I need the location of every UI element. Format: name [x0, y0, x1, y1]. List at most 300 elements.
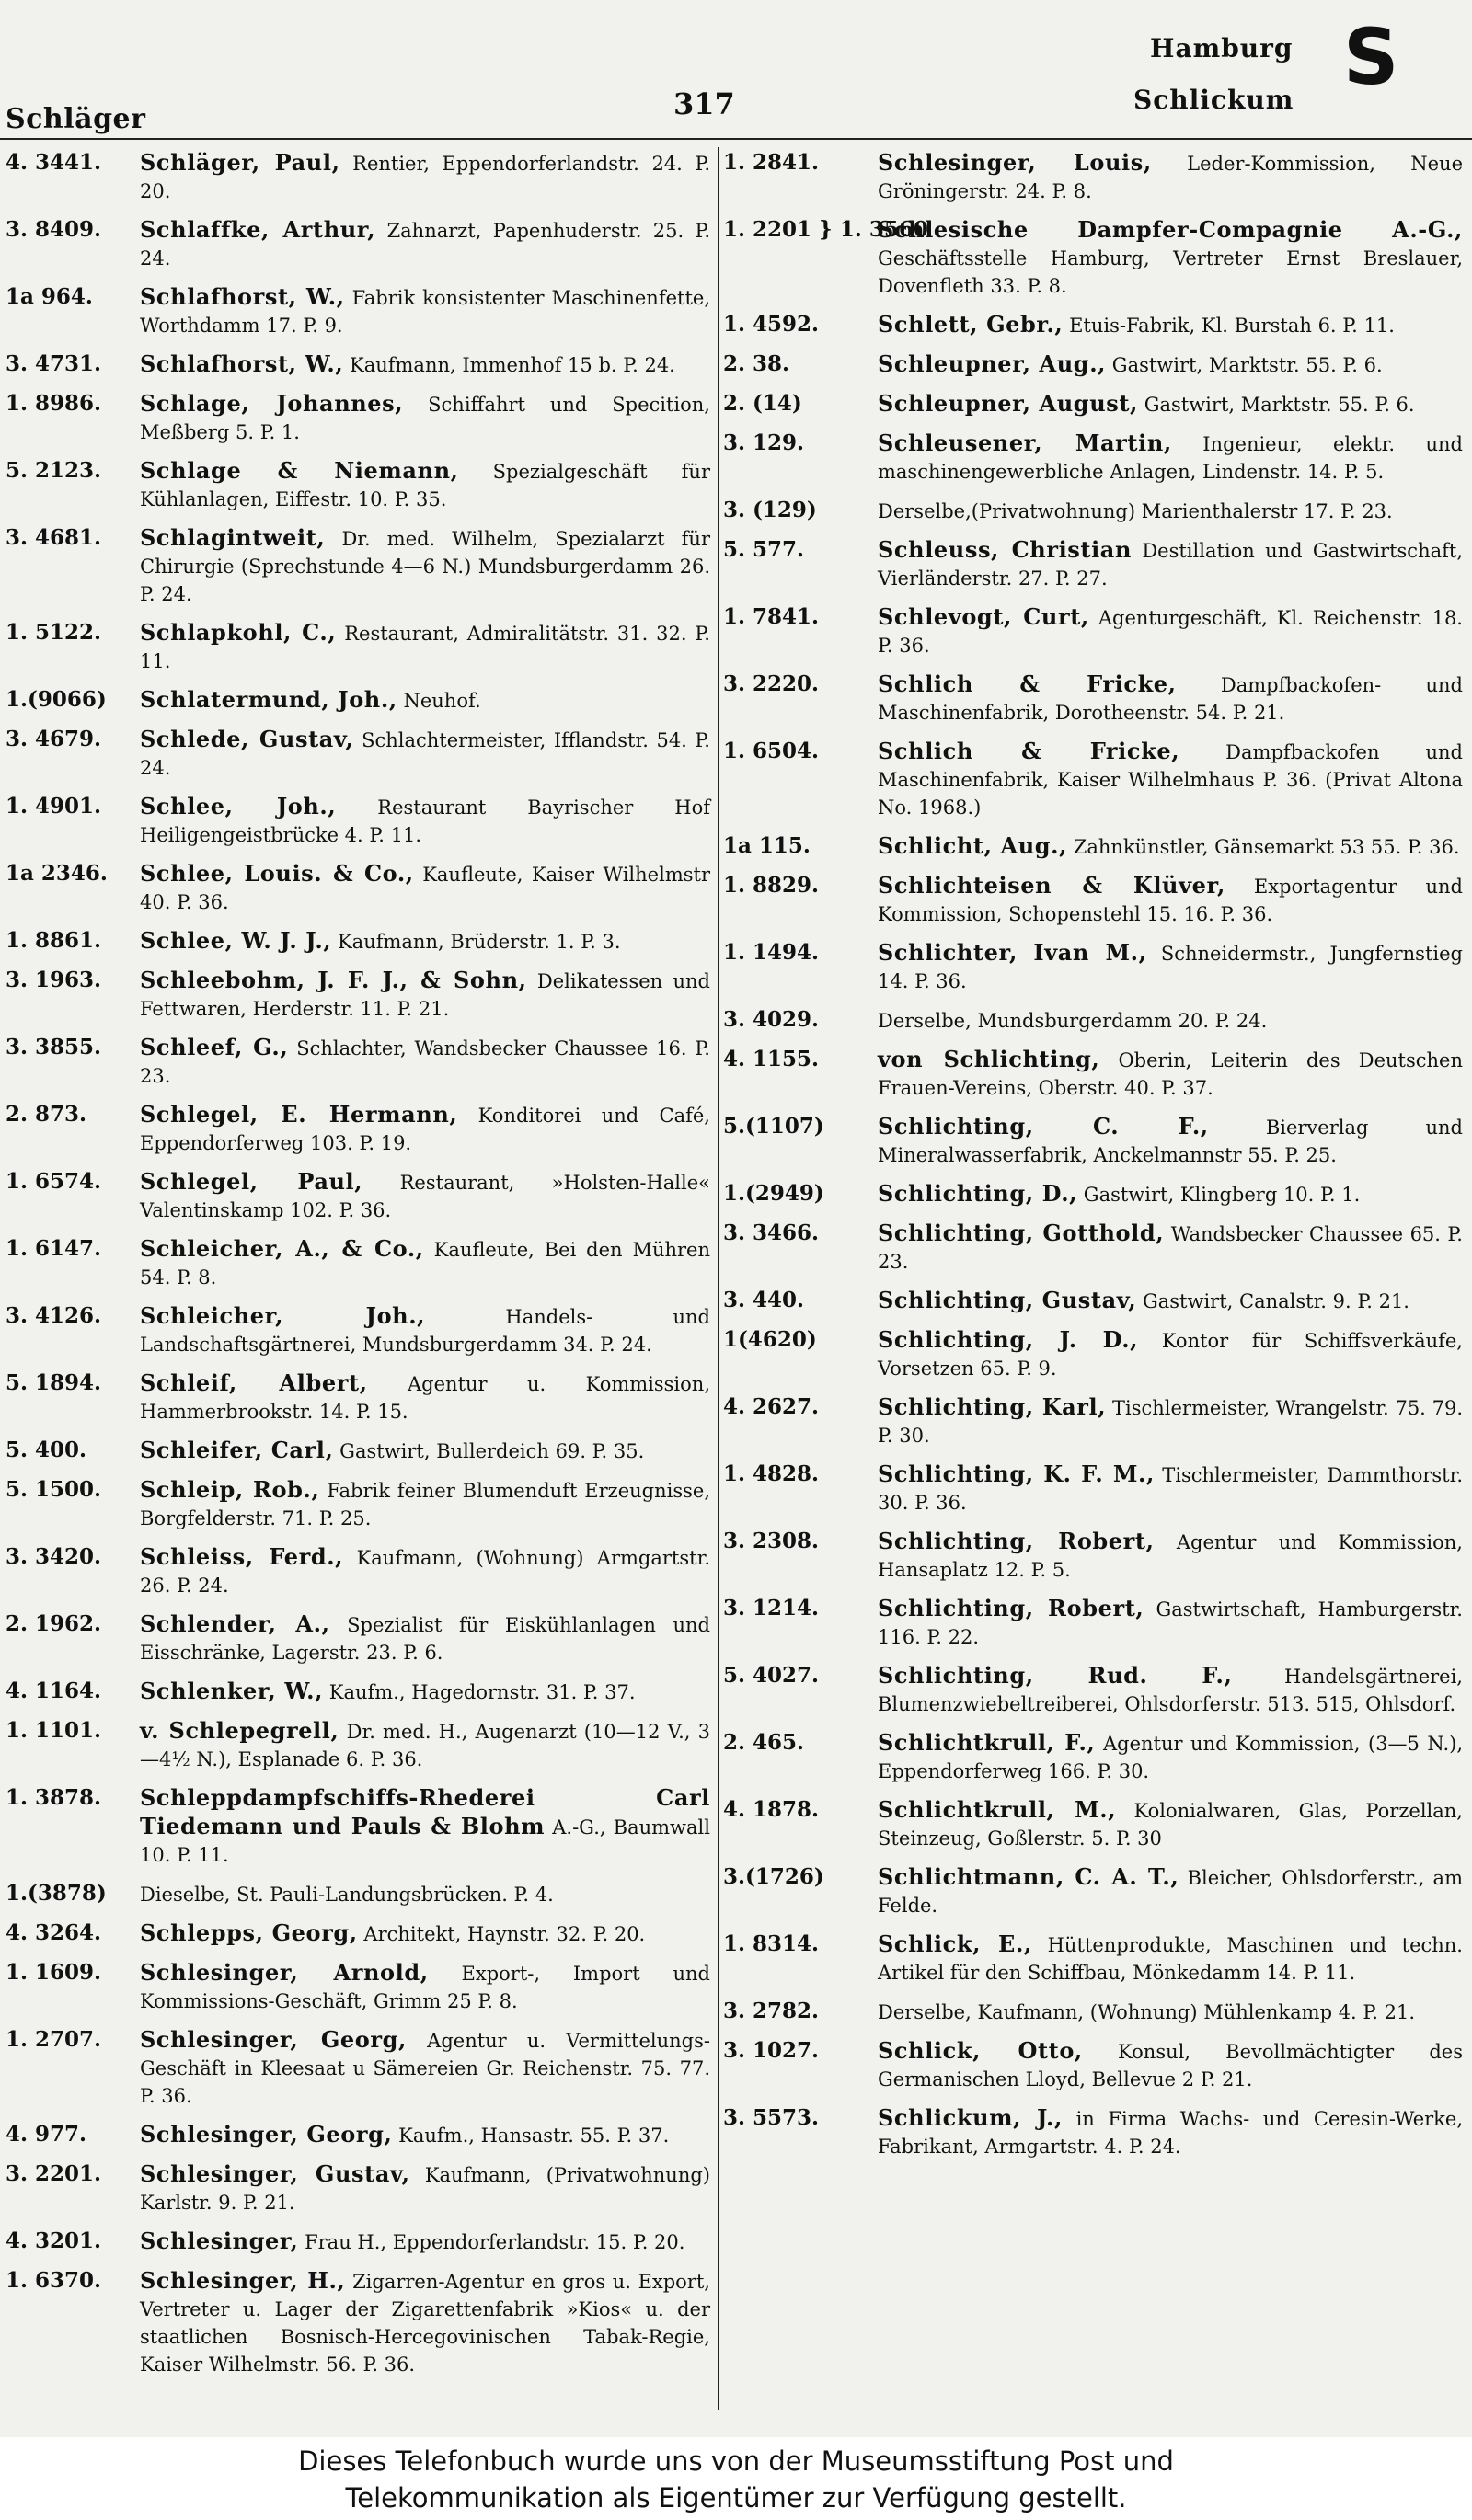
subscriber-details: Architekt, Haynstr. 32. P. 20.	[363, 1923, 646, 1945]
directory-entry	[6, 927, 714, 956]
subscriber-details: Zahnarzt, Papenhuderstr. 25. P. 24.	[140, 220, 710, 269]
subscriber-name: Schlichting, Rud. F.,	[878, 1662, 1233, 1689]
entry-text	[878, 311, 1466, 339]
phone-number: 1. 6574.	[6, 1169, 102, 1194]
entry-text	[140, 2228, 714, 2256]
subscriber-name: Schleicher, A., & Co.,	[140, 1235, 424, 1262]
directory-entry	[723, 1393, 1466, 1449]
entry-text	[140, 1302, 714, 1358]
phone-number: 3. 3855.	[6, 1035, 102, 1060]
subscriber-name: Schleicher, Joh.,	[140, 1302, 426, 1329]
phone-number: 1. 7841.	[723, 604, 820, 629]
directory-entry	[6, 1369, 714, 1426]
phone-number: 1. 8314.	[723, 1931, 820, 1956]
subscriber-name: Schleip, Rob.,	[140, 1476, 320, 1503]
subscriber-details: Rentier, Eppendorferlandstr. 24. P. 20.	[140, 153, 710, 202]
entry-text	[140, 927, 714, 956]
subscriber-details: Kontor für Schiffsverkäufe, Vorsetzen 65. P. 9.	[878, 1330, 1463, 1380]
subscriber-details: Kaufm., Hansastr. 55. P. 37.	[398, 2125, 670, 2147]
directory-entry	[723, 311, 1466, 339]
phone-number: 3. 1963.	[6, 968, 102, 992]
directory-entry	[723, 738, 1466, 821]
directory-entry	[723, 2037, 1466, 2093]
phone-number: 1. 6504.	[723, 739, 820, 763]
directory-entry	[6, 2267, 714, 2378]
subscriber-details: Export-, Import und Kommissions-Geschäft, Grimm 25 P. 8.	[140, 1963, 710, 2012]
entry-text	[140, 686, 714, 715]
subscriber-name: von Schlichting,	[878, 1046, 1100, 1072]
subscriber-details: Kaufmann, Brüderstr. 1. P. 3.	[337, 931, 621, 953]
entry-text	[140, 1678, 714, 1706]
left-column	[6, 149, 714, 2389]
subscriber-details: Restaurant, Admiralitätstr. 31. 32. P. 11.	[140, 623, 710, 672]
subscriber-name: Schlichting, D.,	[878, 1180, 1078, 1207]
directory-entry	[6, 1959, 714, 2015]
subscriber-name: Schlett, Gebr.,	[878, 311, 1064, 338]
entry-text	[140, 283, 714, 339]
subscriber-details: Tischlermeister, Dammthorstr. 30. P. 36.	[878, 1464, 1463, 1514]
directory-entry	[6, 1101, 714, 1157]
directory-entry	[6, 1678, 714, 1706]
directory-entry	[723, 216, 1466, 300]
subscriber-name: Schlage & Niemann,	[140, 457, 459, 484]
subscriber-details: Agentur u. Kommission, Hammerbrookstr. 14. P. 15.	[140, 1373, 710, 1423]
phone-number: 1(4620)	[723, 1327, 817, 1352]
entry-text	[878, 1528, 1466, 1584]
subscriber-details: Bleicher, Ohlsdorferstr., am Felde.	[878, 1867, 1463, 1917]
phone-number: 1.(9066)	[6, 687, 107, 712]
phone-number: 1. 1494.	[723, 940, 820, 965]
entry-text	[878, 390, 1466, 418]
subscriber-name: Schlesinger, Louis,	[878, 149, 1152, 176]
subscriber-details: Dampfbackofen und Maschinenfabrik, Kaiser Wilhelmhaus P. 36. (Privat Altona No. 1968.)	[878, 741, 1463, 819]
subscriber-name: Schlichting, Gustav,	[878, 1287, 1137, 1313]
subscriber-details: Dr. med. Wilhelm, Spezialarzt für Chirurgie (Sprechstunde 4—6 N.) Mundsburgerdamm 26. P. 24.	[140, 528, 710, 605]
entry-text	[878, 670, 1466, 727]
phone-number: 3. 2308.	[723, 1529, 820, 1553]
directory-entry	[723, 350, 1466, 379]
header-left-label: Schläger	[6, 103, 146, 135]
subscriber-name: Schläger, Paul,	[140, 149, 340, 176]
phone-number: 3. 4681.	[6, 525, 102, 550]
phone-number: 1. 8861.	[6, 928, 102, 953]
entry-text	[878, 1113, 1466, 1169]
subscriber-details: Schiffahrt und Specition, Meßberg 5. P. 1.	[140, 394, 710, 443]
phone-number: 4. 3264.	[6, 1920, 102, 1945]
entry-text	[878, 1326, 1466, 1382]
subscriber-details: Derselbe,(Privatwohnung) Marienthalerstr 17. P. 23.	[878, 500, 1393, 522]
subscriber-name: Schlesinger,	[140, 2228, 299, 2254]
subscriber-details: Zigarren-Agentur en gros u. Export, Vertreter u. Lager der Zigarettenfabrik »Kios« u. der staatlichen Bosnisch-Hercegovinischen Tabak-Regie, Kaiser Wilhelmstr. 56. P. 36.	[140, 2271, 710, 2376]
directory-entry	[723, 149, 1466, 205]
directory-entry	[6, 457, 714, 513]
subscriber-name: Schlichting, K. F. M.,	[878, 1460, 1155, 1487]
subscriber-name: Schlick, E.,	[878, 1930, 1032, 1957]
entry-text	[878, 1662, 1466, 1718]
entry-text	[878, 1006, 1466, 1035]
subscriber-name: Schlafhorst, W.,	[140, 283, 345, 310]
directory-entry	[723, 603, 1466, 659]
subscriber-name: Schlapkohl, C.,	[140, 619, 337, 646]
directory-entry	[6, 1919, 714, 1948]
subscriber-details: Kaufmann, (Privatwohnung) Karlstr. 9. P. 21.	[140, 2164, 710, 2214]
subscriber-name: Schlage, Johannes,	[140, 390, 404, 417]
entry-text	[140, 1235, 714, 1291]
phone-number: 3. 8409.	[6, 217, 102, 242]
subscriber-name: Schlender, A.,	[140, 1610, 330, 1637]
directory-entry	[723, 390, 1466, 418]
directory-entry	[6, 793, 714, 849]
phone-number: 4. 1164.	[6, 1678, 102, 1703]
subscriber-details: Kaufleute, Bei den Mühren 54. P. 8.	[140, 1239, 710, 1289]
directory-entry	[723, 1287, 1466, 1315]
entry-text	[140, 2160, 714, 2216]
phone-number: 1.(2949)	[723, 1181, 824, 1206]
phone-number: 2. (14)	[723, 391, 802, 416]
subscriber-name: Schlepps, Georg,	[140, 1919, 358, 1946]
entry-text	[140, 1168, 714, 1224]
subscriber-details: Neuhof.	[403, 690, 481, 712]
right-column	[723, 149, 1466, 2171]
phone-number: 5. 1894.	[6, 1370, 102, 1395]
directory-entry	[6, 1302, 714, 1358]
phone-number: 5. 577.	[723, 537, 805, 562]
subscriber-name: Schlichter, Ivan M.,	[878, 939, 1147, 966]
subscriber-details: Gastwirt, Marktstr. 55. P. 6.	[1144, 394, 1415, 416]
directory-entry	[6, 283, 714, 339]
entry-text	[140, 967, 714, 1023]
subscriber-details: Kaufmann, (Wohnung) Armgartstr. 26. P. 24.	[140, 1547, 710, 1597]
subscriber-details: Hüttenprodukte, Maschinen und techn. Artikel für den Schiffbau, Mönkedamm 14. P. 11.	[878, 1934, 1463, 1984]
entry-text	[140, 390, 714, 446]
directory-entry	[723, 939, 1466, 995]
entry-text	[140, 860, 714, 916]
directory-entry	[723, 1863, 1466, 1919]
subscriber-details: Exportagentur und Kommission, Schopenstehl 15. 16. P. 36.	[878, 876, 1463, 925]
subscriber-name: Schlickum, J.,	[878, 2104, 1063, 2131]
section-letter: S	[1343, 12, 1399, 102]
directory-entry	[723, 1326, 1466, 1382]
directory-entry	[723, 1113, 1466, 1169]
directory-entry	[6, 2026, 714, 2110]
entry-text	[878, 350, 1466, 379]
entry-text	[878, 1729, 1466, 1785]
entry-text	[140, 1476, 714, 1532]
directory-entry	[723, 430, 1466, 486]
directory-entry	[6, 1034, 714, 1090]
entry-text	[878, 149, 1466, 205]
directory-entry	[6, 726, 714, 782]
directory-entry	[6, 1437, 714, 1465]
entry-text	[878, 2037, 1466, 2093]
subscriber-name: Schlichtkrull, F.,	[878, 1729, 1096, 1756]
subscriber-details: Konditorei und Café, Eppendorferweg 103. P. 19.	[140, 1105, 710, 1154]
entry-text	[140, 2121, 714, 2149]
directory-entry	[6, 1610, 714, 1667]
entry-text	[140, 726, 714, 782]
entry-text	[140, 793, 714, 849]
subscriber-name: Schlicht, Aug.,	[878, 832, 1068, 859]
subscriber-name: Schlesinger, Georg,	[140, 2026, 407, 2053]
subscriber-details: Kaufm., Hagedornstr. 31. P. 37.	[328, 1681, 636, 1703]
subscriber-details: Restaurant, »Holsten-Halle« Valentinskamp 102. P. 36.	[140, 1172, 710, 1221]
entry-text	[878, 832, 1466, 861]
entry-text	[878, 1046, 1466, 1102]
subscriber-details: Fabrik konsistenter Maschinenfette, Worthdamm 17. P. 9.	[140, 287, 710, 337]
directory-entry	[723, 1460, 1466, 1517]
directory-entry	[723, 1930, 1466, 1987]
subscriber-details: Tischlermeister, Wrangelstr. 75. 79. P. 30.	[878, 1397, 1463, 1447]
directory-entry	[6, 1235, 714, 1291]
entry-text	[140, 1101, 714, 1157]
directory-entry	[723, 872, 1466, 928]
subscriber-name: Schlichteisen & Klüver,	[878, 872, 1225, 899]
subscriber-name: Schlichting, J. D.,	[878, 1326, 1139, 1353]
phone-number: 5. 400.	[6, 1438, 87, 1462]
subscriber-details: Agentur u. Vermittelungs-Geschäft in Kleesaat u Sämereien Gr. Reichenstr. 75. 77. P. 36.	[140, 2030, 710, 2107]
subscriber-name: Schlatermund, Joh.,	[140, 686, 397, 713]
subscriber-name: Schlee, Louis. & Co.,	[140, 860, 414, 887]
phone-number: 3. 4679.	[6, 727, 102, 751]
directory-entry	[6, 1717, 714, 1773]
footer-notice	[0, 2437, 1472, 2520]
subscriber-name: Schleebohm, J. F. J., & Sohn,	[140, 967, 527, 993]
subscriber-name: Schlenker, W.,	[140, 1678, 324, 1704]
entry-text	[878, 536, 1466, 592]
subscriber-details: Gastwirt, Bullerdeich 69. P. 35.	[339, 1440, 645, 1462]
entry-text	[878, 2104, 1466, 2160]
subscriber-details: Agentur und Kommission, Hansaplatz 12. P. 5.	[878, 1531, 1463, 1581]
entry-text	[878, 1930, 1466, 1987]
subscriber-name: Schlesinger, H.,	[140, 2267, 346, 2294]
entry-text	[878, 1180, 1466, 1208]
phone-number: 1. 8986.	[6, 391, 102, 416]
phone-number: 2. 38.	[723, 351, 790, 376]
subscriber-name: Schlich & Fricke,	[878, 738, 1180, 764]
phone-number: 3. 440.	[723, 1288, 805, 1312]
directory-entry	[6, 1880, 714, 1908]
subscriber-details: Gastwirt, Marktstr. 55. P. 6.	[1111, 354, 1383, 376]
phone-number: 5. 2123.	[6, 458, 102, 483]
directory-entry	[6, 967, 714, 1023]
directory-entry	[723, 1006, 1466, 1035]
entry-text	[878, 1595, 1466, 1651]
subscriber-details: Dieselbe, St. Pauli-Landungsbrücken. P. 4.	[140, 1884, 554, 1906]
phone-number: 3. 1214.	[723, 1596, 820, 1621]
subscriber-details: Geschäftsstelle Hamburg, Vertreter Ernst Breslauer, Dovenfleth 33. P. 8.	[878, 247, 1463, 297]
directory-entry	[723, 832, 1466, 861]
directory-entry	[6, 2228, 714, 2256]
subscriber-details: Schneidermstr., Jungfernstieg 14. P. 36.	[878, 943, 1463, 992]
phone-number: 3. 2220.	[723, 671, 820, 696]
phone-number: 1. 4828.	[723, 1461, 820, 1486]
phone-number: 3. 5573.	[723, 2105, 820, 2130]
entry-text	[140, 1034, 714, 1090]
subscriber-details: Derselbe, Mundsburgerdamm 20. P. 24.	[878, 1010, 1268, 1032]
directory-entry	[6, 1543, 714, 1599]
entry-text	[140, 2267, 714, 2378]
phone-number: 1. 5122.	[6, 620, 102, 645]
subscriber-name: v. Schlepegrell,	[140, 1717, 339, 1744]
entry-text	[140, 1880, 714, 1908]
subscriber-details: Handelsgärtnerei, Blumenzwiebeltreiberei, Ohlsdorferstr. 513. 515, Ohlsdorf.	[878, 1666, 1463, 1715]
directory-entry	[723, 1528, 1466, 1584]
subscriber-name: Schlichtkrull, M.,	[878, 1796, 1117, 1823]
phone-number: 1a 115.	[723, 833, 811, 858]
entry-text	[140, 619, 714, 675]
directory-entry	[723, 1180, 1466, 1208]
directory-entry	[723, 1998, 1466, 2026]
entry-text	[140, 524, 714, 608]
directory-entry	[723, 1595, 1466, 1651]
subscriber-details: Spezialist für Eiskühlanlagen und Eisschränke, Lagerstr. 23. P. 6.	[140, 1614, 710, 1664]
subscriber-name: Schleif, Albert,	[140, 1369, 368, 1396]
subscriber-details: Handels- und Landschaftsgärtnerei, Mundsburgerdamm 34. P. 24.	[140, 1306, 710, 1356]
directory-entry	[6, 1784, 714, 1869]
subscriber-details: Zahnkünstler, Gänsemarkt 53 55. P. 36.	[1073, 836, 1460, 858]
phone-number: 3. 2782.	[723, 1999, 820, 2023]
subscriber-name: Schlede, Gustav,	[140, 726, 354, 752]
entry-text	[878, 1796, 1466, 1852]
subscriber-name: Schleef, G.,	[140, 1034, 289, 1060]
subscriber-details: Kaufmann, Immenhof 15 b. P. 24.	[350, 354, 675, 376]
subscriber-name: Schlich & Fricke,	[878, 670, 1177, 697]
directory-entry	[723, 1662, 1466, 1718]
directory-entry	[6, 686, 714, 715]
directory-entry	[6, 2160, 714, 2216]
subscriber-details: Dampfbackofen- und Maschinenfabrik, Dorotheenstr. 54. P. 21.	[878, 674, 1463, 724]
entry-text	[878, 1287, 1466, 1315]
subscriber-details: Kaufleute, Kaiser Wilhelmstr 40. P. 36.	[140, 864, 710, 913]
directory-entry	[6, 2121, 714, 2149]
subscriber-details: Restaurant Bayrischer Hof Heiligengeistbrücke 4. P. 11.	[140, 796, 710, 846]
subscriber-name: Schlichting, Robert,	[878, 1528, 1155, 1554]
subscriber-name: Schlick, Otto,	[878, 2037, 1083, 2064]
header-city: Hamburg	[1150, 33, 1294, 63]
directory-entry	[723, 2104, 1466, 2160]
subscriber-name: Schleupner, August,	[878, 390, 1138, 417]
entry-text	[878, 603, 1466, 659]
footer-line-2: Telekommunikation als Eigentümer zur Verfügung gestellt.	[345, 2482, 1127, 2514]
column-divider	[718, 147, 719, 2410]
entry-text	[140, 216, 714, 272]
subscriber-details: Ingenieur, elektr. und maschinengewerbliche Anlagen, Lindenstr. 14. P. 5.	[878, 433, 1463, 483]
directory-entry	[723, 1046, 1466, 1102]
phone-number: 4. 2627.	[723, 1394, 820, 1419]
subscriber-name: Schlichting, Gotthold,	[878, 1220, 1165, 1246]
entry-text	[140, 1437, 714, 1465]
entry-text	[140, 1784, 714, 1869]
subscriber-details: Frau H., Eppendorferlandstr. 15. P. 20.	[305, 2231, 685, 2253]
subscriber-details: Derselbe, Kaufmann, (Wohnung) Mühlenkamp 4. P. 21.	[878, 2001, 1416, 2023]
directory-entry	[6, 216, 714, 272]
entry-text	[878, 1220, 1466, 1276]
subscriber-details: Gastwirtschaft, Hamburgerstr. 116. P. 22.	[878, 1598, 1463, 1648]
subscriber-name: Schlagintweit,	[140, 524, 326, 551]
subscriber-name: Schlichting, Robert,	[878, 1595, 1144, 1621]
subscriber-details: Oberin, Leiterin des Deutschen Frauen-Vereins, Oberstr. 40. P. 37.	[878, 1049, 1463, 1099]
subscriber-name: Schlegel, Paul,	[140, 1168, 363, 1195]
entry-text	[140, 1717, 714, 1773]
phone-number: 3. 4731.	[6, 351, 102, 376]
directory-entry	[6, 390, 714, 446]
directory-entry	[723, 1729, 1466, 1785]
entry-text	[140, 350, 714, 379]
subscriber-details: Wandsbecker Chaussee 65. P. 23.	[878, 1223, 1463, 1273]
subscriber-name: Schlee, W. J. J.,	[140, 927, 332, 954]
phone-number: 1. 6370.	[6, 2268, 102, 2293]
entry-text	[878, 1863, 1466, 1919]
subscriber-name: Schleppdampfschiffs-Rhederei Carl Tiedemann und Pauls & Blohm	[140, 1784, 710, 1839]
directory-entry	[723, 670, 1466, 727]
subscriber-details: Etuis-Fabrik, Kl. Burstah 6. P. 11.	[1069, 315, 1395, 337]
phone-number: 3. 4029.	[723, 1007, 820, 1032]
phone-number: 1. 4901.	[6, 794, 102, 819]
header-range-end: Schlickum	[1133, 85, 1294, 115]
entry-text	[878, 216, 1466, 300]
phone-number: 1.(3878)	[6, 1881, 107, 1906]
phone-number: 3.(1726)	[723, 1864, 824, 1889]
directory-entry	[6, 619, 714, 675]
subscriber-name: Schlee, Joh.,	[140, 793, 337, 819]
directory-entry	[723, 1220, 1466, 1276]
entry-text	[140, 1919, 714, 1948]
directory-entry	[723, 536, 1466, 592]
entry-text	[878, 1998, 1466, 2026]
phone-number: 1. 3878.	[6, 1785, 102, 1810]
phone-number: 2. 1962.	[6, 1611, 102, 1636]
subscriber-details: Konsul, Bevollmächtigter des Germanischen Lloyd, Bellevue 2 P. 21.	[878, 2041, 1463, 2090]
phone-number: 1. 2707.	[6, 2027, 102, 2052]
subscriber-details: Schlachtermeister, Ifflandstr. 54. P. 24.	[140, 729, 710, 779]
phone-number: 1. 6147.	[6, 1236, 102, 1261]
phone-number: 1. 8829.	[723, 873, 820, 898]
subscriber-details: Bierverlag und Mineralwasserfabrik, Anckelmannstr 55. P. 25.	[878, 1117, 1463, 1166]
subscriber-details: Delikatessen und Fettwaren, Herderstr. 11. P. 21.	[140, 970, 710, 1020]
phone-number: 4. 977.	[6, 2122, 87, 2147]
subscriber-name: Schlesinger, Gustav,	[140, 2160, 410, 2187]
phone-number: 4. 3441.	[6, 150, 102, 175]
subscriber-details: Dr. med. H., Augenarzt (10—12 V., 3—4½ N.), Esplanade 6. P. 36.	[140, 1721, 710, 1770]
phone-number: 1a 2346.	[6, 861, 108, 886]
phone-number: 3. 4126.	[6, 1303, 102, 1328]
phone-number: 5. 4027.	[723, 1663, 820, 1688]
directory-entry	[6, 860, 714, 916]
subscriber-name: Schlevogt, Curt,	[878, 603, 1089, 630]
directory-entry	[6, 149, 714, 205]
entry-text	[140, 1543, 714, 1599]
subscriber-details: Gastwirt, Klingberg 10. P. 1.	[1083, 1184, 1361, 1206]
page-number: 317	[673, 86, 735, 121]
phone-number: 3. 1027.	[723, 2038, 820, 2063]
subscriber-details: Fabrik feiner Blumenduft Erzeugnisse, Borgfelderstr. 71. P. 25.	[140, 1480, 710, 1529]
phone-number: 1. 1101.	[6, 1718, 102, 1743]
phone-number: 1. 1609.	[6, 1960, 102, 1985]
phone-number: 4. 3201.	[6, 2228, 102, 2253]
subscriber-details: Schlachter, Wandsbecker Chaussee 16. P. 23.	[140, 1037, 710, 1087]
subscriber-details: Leder-Kommission, Neue Gröningerstr. 24. P. 8.	[878, 153, 1463, 202]
subscriber-name: Schleusener, Martin,	[878, 430, 1172, 456]
entry-text	[878, 1460, 1466, 1517]
subscriber-name: Schlesische Dampfer-Compagnie A.-G.,	[878, 216, 1463, 243]
phone-number: 1. 2201 } 1. 3560	[723, 217, 928, 242]
subscriber-name: Schleuss, Christian	[878, 536, 1133, 563]
subscriber-details: Gastwirt, Canalstr. 9. P. 21.	[1142, 1290, 1409, 1312]
footer-line-1: Dieses Telefonbuch wurde uns von der Museumsstiftung Post und	[298, 2446, 1174, 2477]
subscriber-details: Spezialgeschäft für Kühlanlagen, Eiffestr. 10. P. 35.	[140, 461, 710, 510]
phone-number: 4. 1155.	[723, 1047, 820, 1071]
directory-entry	[723, 497, 1466, 525]
